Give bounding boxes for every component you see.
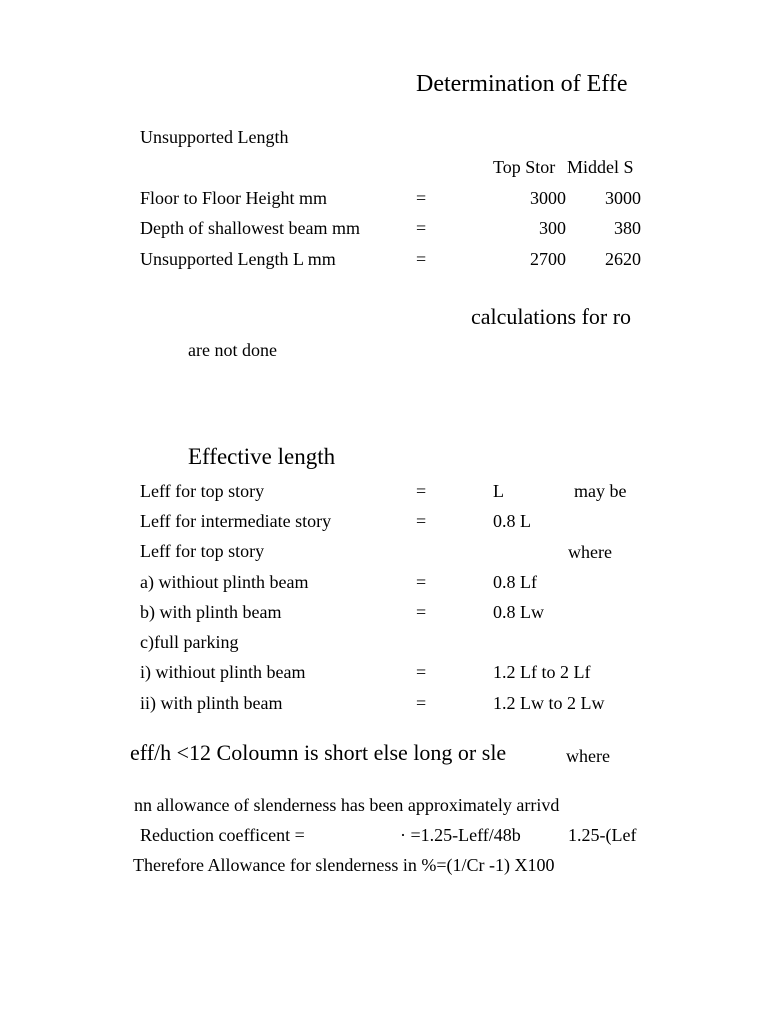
slenderness-where: where [566,746,610,766]
equals-sign: = [416,602,427,622]
value-middle-story: 380 [614,218,641,238]
value-top-story: 300 [539,218,566,238]
equals-sign: = [416,218,427,238]
row-label: Floor to Floor Height mm [140,188,328,208]
row-label: ii) with plinth beam [140,693,283,713]
calculations-note: calculations for ro [471,306,632,329]
value-middle-story: 3000 [605,188,641,208]
equals-sign: = [416,662,427,682]
equals-sign: = [416,188,427,208]
section-heading-effective-length: Effective length [188,444,336,469]
section-heading-unsupported: Unsupported Length [140,127,289,147]
equals-sign: = [416,249,427,269]
page-title: Determination of Effe [416,72,628,97]
row-label: i) withiout plinth beam [140,662,306,682]
row-label: Unsupported Length L mm [140,249,336,269]
reduction-formula: · =1.25-Leff/48b [400,825,521,845]
equals-sign: = [416,693,427,713]
row-value: 0.8 Lf [493,572,537,592]
row-label: a) withiout plinth beam [140,572,309,592]
row-label: b) with plinth beam [140,602,282,622]
row-label: c)full parking [140,632,239,652]
row-value: 0.8 L [493,511,531,531]
slenderness-rule: eff/h <12 Coloumn is short else long or sle [130,742,507,765]
row-remark: may be [574,482,627,501]
row-value: 0.8 Lw [493,602,544,622]
equals-sign: = [416,511,427,531]
column-header-top-story: Top Stor [493,157,556,177]
row-label: Leff for top story [140,541,265,561]
column-header-middle-story: Middel S [567,158,634,177]
equals-sign: = [416,572,427,592]
not-done-note: are not done [188,340,277,360]
row-label: Leff for intermediate story [140,511,332,531]
value-top-story: 3000 [530,188,566,208]
reduction-formula-continued: 1.25-(Lef [568,826,637,845]
row-value: L [493,481,504,501]
value-middle-story: 2620 [605,249,641,269]
equals-sign: = [416,481,427,501]
reduction-label: Reduction coefficent = [140,825,305,845]
value-top-story: 2700 [530,249,566,269]
row-value: 1.2 Lf to 2 Lf [493,662,591,682]
row-value: 1.2 Lw to 2 Lw [493,693,605,713]
row-label: Depth of shallowest beam mm [140,218,360,238]
row-label: Leff for top story [140,481,265,501]
row-remark: where [568,542,612,562]
slenderness-allowance-formula: Therefore Allowance for slenderness in %=(1/Cr -1) X100 [133,856,555,875]
allowance-note: nn allowance of slenderness has been approximately arrivd [134,796,560,815]
